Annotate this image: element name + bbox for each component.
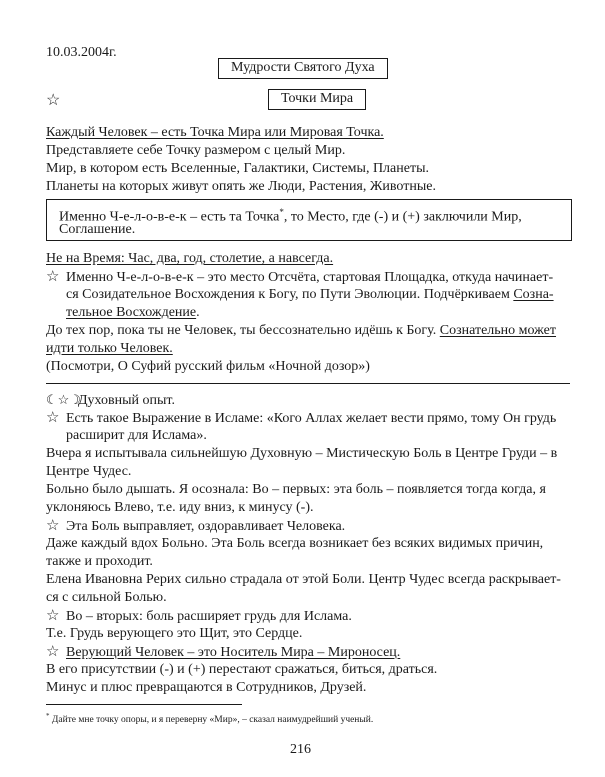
- section-title: Духовный опыт.: [78, 393, 175, 408]
- paragraph-line: Мир, в котором есть Вселенные, Галактики, Системы, Планеты.: [46, 161, 429, 176]
- paragraph-line: уклоняюсь Влево, т.е. иду вниз, к минусу (-).: [46, 500, 314, 515]
- paragraph-line: Центре Чудес.: [46, 464, 132, 479]
- series-title: Мудрости Святого Духа: [231, 60, 375, 75]
- page-number: 216: [290, 742, 311, 757]
- paragraph-line: Даже каждый вдох Больно. Эта Боль всегда возникает без всяких видимых причин,: [46, 536, 544, 551]
- paragraph-line: Елена Ивановна Рерих сильно страдала от этой Боли. Центр Чудес всегда раскрывает-: [46, 572, 561, 587]
- star-icon: ☆: [46, 410, 60, 426]
- paragraph-line: Минус и плюс превращаются в Сотрудников, Друзей.: [46, 680, 367, 695]
- text: Есть такое Выражение в Исламе: «Кого Аллах желает вести прямо, тому Он грудь: [66, 411, 557, 426]
- star-icon: ☆: [46, 644, 60, 660]
- underlined-text: Созна-: [513, 287, 554, 302]
- footnote-text: Дайте мне точку опоры, и я переверну «Мир», – сказал наимудрейший ученый.: [49, 715, 374, 726]
- highlight-line: Соглашение.: [59, 222, 136, 237]
- star-icon: ☆: [46, 92, 61, 109]
- section-title-line: [46, 391, 175, 410]
- text: Во – вторых: боль расширяет грудь для Ислама.: [66, 609, 352, 624]
- paragraph-line: Вчера я испытывала сильнейшую Духовную – Мистическую Боль в Центре Груди – в: [46, 446, 558, 461]
- text: Именно Ч-е-л-о-в-е-к – это место Отсчёта, стартовая Площадка, откуда начинает-: [66, 270, 554, 285]
- paragraph-line: также и проходит.: [46, 554, 153, 569]
- section-divider: [46, 383, 570, 384]
- paragraph-line: Больно было дышать. Я осознала: Во – первых: эта боль – появляется тогда когда, я: [46, 482, 546, 497]
- film-line: (Посмотри, О Суфий русский фильм «Ночной дозор»): [46, 359, 370, 374]
- highlight-box: [46, 199, 572, 241]
- footnote-divider: [46, 704, 242, 705]
- double-star-icon: ☾☆☽: [46, 392, 81, 407]
- paragraph-line: Планеты на которых живут опять же Люди, Растения, Животные.: [46, 179, 436, 194]
- text: .: [196, 305, 200, 320]
- underlined-text: тельное Восхождение: [66, 305, 197, 320]
- star-line: [46, 643, 400, 662]
- text: Эта Боль выправляет, оздоравливает Человека.: [66, 519, 346, 534]
- footnote-ref: *: [279, 207, 284, 217]
- highlight-text: Именно Ч-е-л-о-в-е-к – есть та Точка: [59, 209, 280, 225]
- star-paragraph-line: [66, 286, 554, 304]
- not-for-time-line: Не на Время: Час, два, год, столетие, а навсегда.: [46, 251, 334, 266]
- star-icon: ☆: [46, 269, 60, 285]
- text: ся Созидательное Восхождения к Богу, по Пути Эволюции. Подчёркиваем: [66, 287, 514, 302]
- star-paragraph-line: [66, 304, 200, 322]
- date: 10.03.2004г.: [46, 45, 117, 60]
- star-paragraph-line: [46, 268, 553, 287]
- star-line: [46, 409, 556, 428]
- star-line: [46, 517, 345, 536]
- star-icon: ☆: [46, 518, 60, 534]
- paragraph-line: расширит для Ислама».: [66, 428, 207, 443]
- paragraph-line: Представляете себе Точку размером с целый Мир.: [46, 143, 346, 158]
- footnote: [46, 710, 373, 726]
- paragraph-line: ся с сильной Болью.: [46, 590, 167, 605]
- chapter-title: Точки Мира: [281, 91, 354, 106]
- highlight-text: , то Место, где (-) и (+) заключили Мир,: [283, 209, 522, 225]
- star-icon: ☆: [46, 608, 60, 624]
- star-line: [46, 607, 352, 626]
- paragraph-line: В его присутствии (-) и (+) перестают сражаться, биться, драться.: [46, 662, 438, 677]
- paragraph-line: идти только Человек.: [46, 341, 173, 356]
- underlined-text: Сознательно может: [439, 323, 557, 338]
- paragraph-line: [46, 322, 556, 340]
- chapter-title-box: [268, 89, 366, 110]
- section-heading: Каждый Человек – есть Точка Мира или Мировая Точка.: [46, 125, 384, 140]
- paragraph-line: Т.е. Грудь верующего это Щит, это Сердце.: [46, 626, 303, 641]
- series-title-box: [218, 58, 388, 79]
- footnote-mark: *: [46, 712, 50, 720]
- text: До тех пор, пока ты не Человек, ты бессознательно идёшь к Богу.: [46, 323, 440, 338]
- underlined-text: Верующий Человек – это Носитель Мира – Мироносец.: [66, 645, 401, 660]
